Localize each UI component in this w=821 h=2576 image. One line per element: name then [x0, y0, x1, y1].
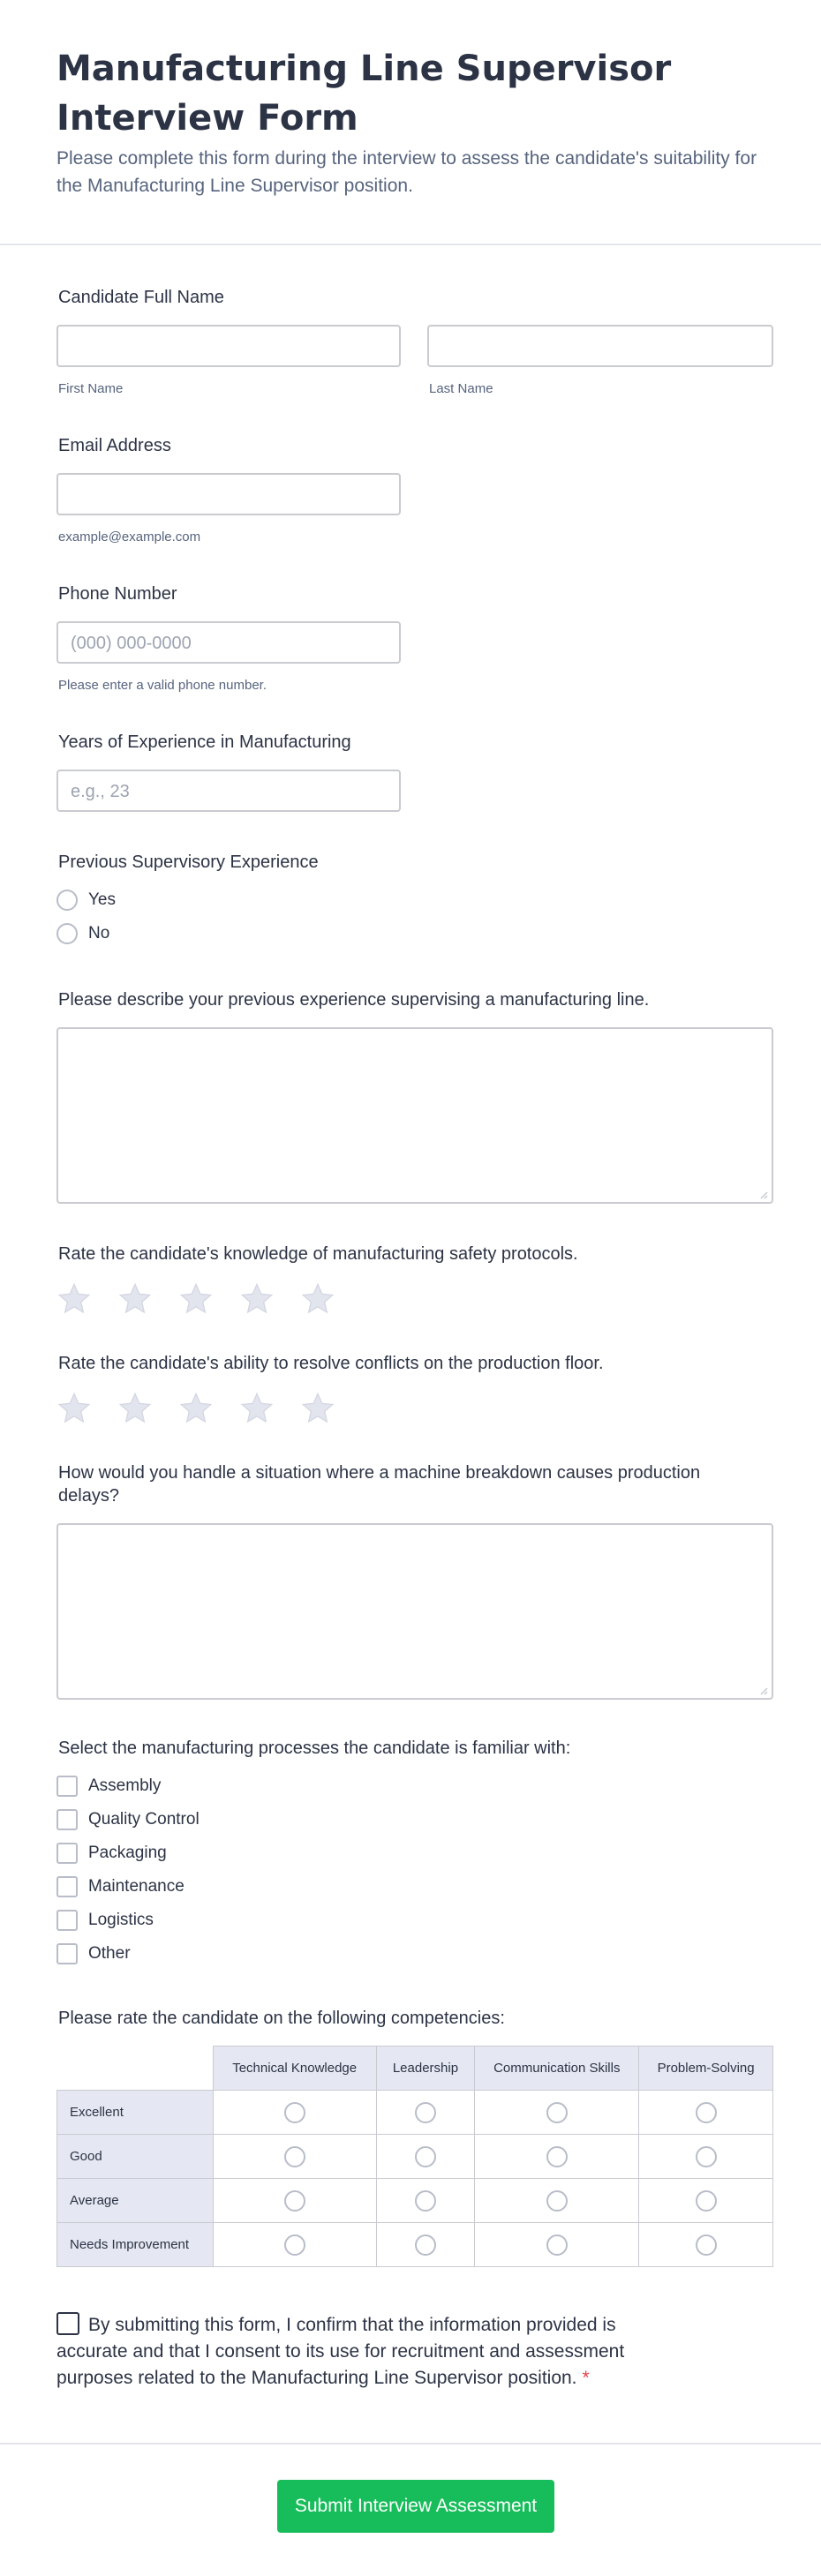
breakdown-label: How would you handle a situation where a machine breakdown causes production delays?: [58, 1463, 701, 1506]
submit-button[interactable]: Submit Interview Assessment: [277, 2480, 554, 2533]
processes-field: [56, 1739, 773, 1963]
matrix-radio[interactable]: [546, 2234, 568, 2256]
option-label: Other: [88, 1944, 131, 1963]
checkbox[interactable]: [56, 1843, 78, 1864]
option-label: Assembly: [88, 1776, 162, 1795]
matrix-radio[interactable]: [284, 2234, 305, 2256]
process-option-packaging[interactable]: [56, 1843, 167, 1864]
radio-button[interactable]: [56, 890, 78, 911]
describe-label: Please describe your previous experience supervising a manufacturing line.: [58, 990, 650, 1010]
matrix-corner: [57, 2047, 214, 2091]
matrix-radio[interactable]: [546, 2190, 568, 2212]
consent-checkbox[interactable]: [56, 2312, 79, 2335]
safety-star-rating[interactable]: [56, 1281, 361, 1317]
option-label: Quality Control: [88, 1810, 200, 1829]
star-icon[interactable]: [56, 1391, 92, 1426]
conflict-rating-field: [56, 1354, 773, 1433]
matrix-radio[interactable]: [284, 2190, 305, 2212]
process-option-logistics[interactable]: [56, 1910, 154, 1931]
first-name-sublabel: First Name: [58, 381, 124, 396]
resize-handle-icon[interactable]: [759, 1686, 768, 1695]
email-sublabel: example@example.com: [58, 529, 201, 544]
supervisory-label: Previous Supervisory Experience: [58, 852, 319, 872]
experience-input[interactable]: e.g., 23: [56, 770, 401, 812]
option-label: No: [88, 924, 110, 943]
matrix-radio[interactable]: [696, 2102, 717, 2123]
process-option-other[interactable]: [56, 1943, 131, 1964]
safety-rating-label: Rate the candidate's knowledge of manufacturing safety protocols.: [58, 1244, 578, 1264]
matrix-radio[interactable]: [696, 2234, 717, 2256]
consent-text: By submitting this form, I confirm that the information provided is accurate and that I consent to its use for recruitment and assessment purposes related to the Manufacturing Line Supervisor position.: [56, 2315, 625, 2388]
matrix-row-label: Average: [57, 2179, 214, 2223]
matrix-column-header: Leadership: [376, 2047, 475, 2091]
star-icon[interactable]: [239, 1281, 275, 1317]
last-name-input[interactable]: [427, 325, 773, 367]
email-input[interactable]: [56, 473, 401, 515]
supervisory-field: [56, 852, 773, 950]
full-name-label: Candidate Full Name: [58, 288, 224, 307]
radio-button[interactable]: [56, 923, 78, 944]
competencies-field: [56, 2009, 773, 2273]
first-name-input[interactable]: [56, 325, 401, 367]
process-option-assembly[interactable]: [56, 1776, 161, 1797]
matrix-radio[interactable]: [415, 2102, 436, 2123]
last-name-sublabel: Last Name: [429, 381, 493, 396]
describe-textarea[interactable]: [56, 1027, 773, 1204]
supervisory-option-yes[interactable]: [56, 890, 116, 911]
competency-matrix: [56, 2046, 773, 2267]
form-description: Please complete this form during the interview to assess the candidate's suitability for the Manufacturing Line Supervisor position.: [56, 148, 757, 196]
matrix-row: [57, 2179, 773, 2223]
phone-label: Phone Number: [58, 584, 177, 604]
breakdown-field: [56, 1461, 773, 1709]
star-icon[interactable]: [178, 1391, 214, 1426]
phone-sublabel: Please enter a valid phone number.: [58, 678, 267, 693]
matrix-column-header: Technical Knowledge: [213, 2047, 376, 2091]
form-footer: [0, 2443, 821, 2576]
form-header: [0, 0, 821, 245]
matrix-radio[interactable]: [415, 2234, 436, 2256]
phone-field: [56, 584, 773, 699]
conflict-rating-label: Rate the candidate's ability to resolve conflicts on the production floor.: [58, 1354, 604, 1373]
matrix-radio[interactable]: [415, 2146, 436, 2167]
email-label: Email Address: [58, 436, 171, 455]
checkbox[interactable]: [56, 1943, 78, 1964]
matrix-row: [57, 2135, 773, 2179]
process-option-maintenance[interactable]: [56, 1876, 185, 1897]
star-icon[interactable]: [300, 1391, 335, 1426]
form-title: Manufacturing Line Supervisor Interview Form: [56, 49, 672, 139]
checkbox[interactable]: [56, 1809, 78, 1830]
experience-label: Years of Experience in Manufacturing: [58, 732, 351, 752]
matrix-radio[interactable]: [696, 2190, 717, 2212]
matrix-column-header: Communication Skills: [475, 2047, 639, 2091]
matrix-column-header: Problem-Solving: [639, 2047, 773, 2091]
checkbox[interactable]: [56, 1910, 78, 1931]
experience-field: [56, 732, 773, 821]
option-label: Maintenance: [88, 1877, 185, 1896]
matrix-radio[interactable]: [415, 2190, 436, 2212]
matrix-radio[interactable]: [284, 2146, 305, 2167]
matrix-row-label: Needs Improvement: [57, 2223, 214, 2267]
option-label: Logistics: [88, 1911, 154, 1929]
email-field: [56, 436, 773, 551]
star-icon[interactable]: [300, 1281, 335, 1317]
processes-label: Select the manufacturing processes the candidate is familiar with:: [58, 1739, 571, 1758]
matrix-radio[interactable]: [696, 2146, 717, 2167]
consent-field: [56, 2312, 648, 2392]
star-icon[interactable]: [117, 1281, 153, 1317]
matrix-radio[interactable]: [546, 2146, 568, 2167]
option-label: Yes: [88, 890, 116, 909]
process-option-quality-control[interactable]: [56, 1809, 200, 1830]
required-marker: *: [582, 2368, 590, 2388]
describe-field: [56, 990, 773, 1211]
safety-rating-field: [56, 1244, 773, 1324]
star-icon[interactable]: [56, 1281, 92, 1317]
star-icon[interactable]: [239, 1391, 275, 1426]
breakdown-textarea[interactable]: [56, 1523, 773, 1700]
phone-input[interactable]: (000) 000-0000: [56, 621, 401, 664]
checkbox[interactable]: [56, 1776, 78, 1797]
star-icon[interactable]: [178, 1281, 214, 1317]
supervisory-option-no[interactable]: [56, 923, 109, 944]
matrix-radio[interactable]: [546, 2102, 568, 2123]
checkbox[interactable]: [56, 1876, 78, 1897]
competencies-label: Please rate the candidate on the following competencies:: [58, 2009, 505, 2028]
matrix-row-label: Good: [57, 2135, 214, 2179]
star-icon[interactable]: [117, 1391, 153, 1426]
full-name-field: [56, 288, 773, 402]
option-label: Packaging: [88, 1844, 167, 1862]
conflict-star-rating[interactable]: [56, 1391, 361, 1426]
matrix-radio[interactable]: [284, 2102, 305, 2123]
resize-handle-icon[interactable]: [759, 1190, 768, 1199]
matrix-row: [57, 2091, 773, 2135]
matrix-row-label: Excellent: [57, 2091, 214, 2135]
matrix-row: [57, 2223, 773, 2267]
